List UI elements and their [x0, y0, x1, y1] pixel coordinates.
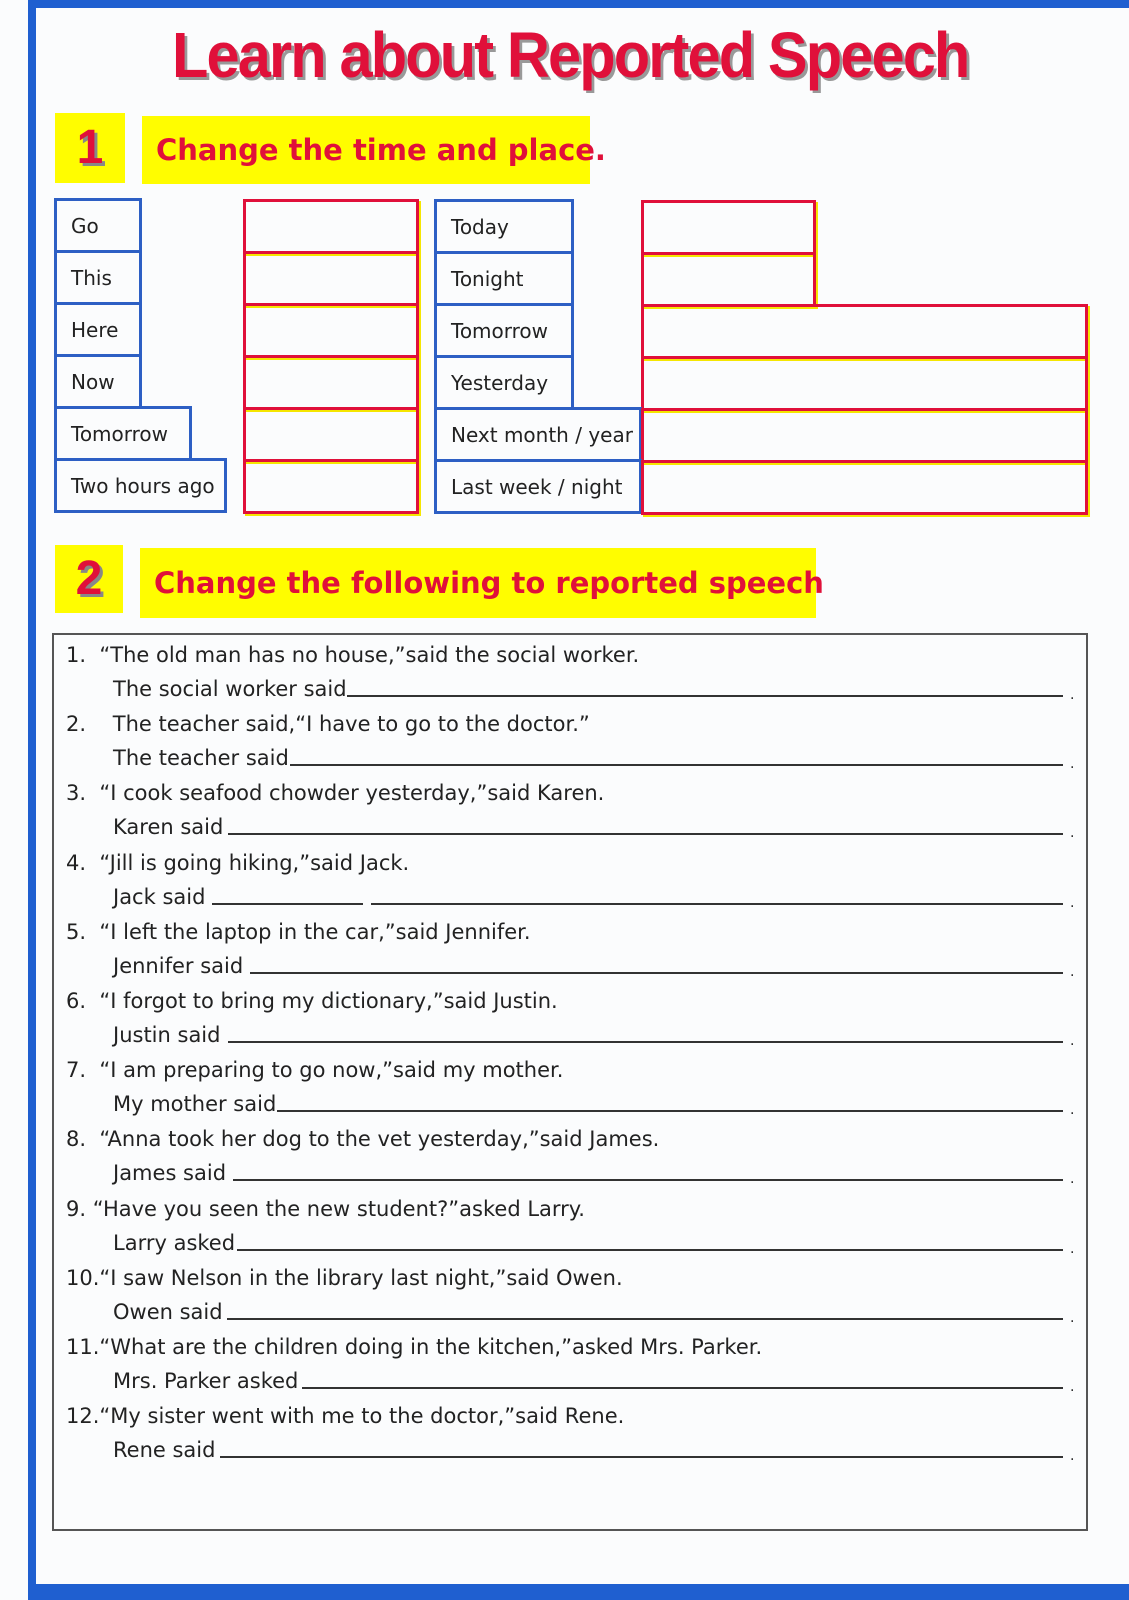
page-border-top [28, 0, 1129, 8]
answer-line[interactable] [277, 1110, 1063, 1112]
answer-row [113, 1023, 1083, 1047]
question-prompt: 8. “Anna took her dog to the vet yesterday,”said James. [66, 1127, 660, 1152]
section-2-heading: Change the following to reported speech [140, 548, 816, 618]
period-mark: . [1070, 1102, 1075, 1119]
answer-cell[interactable] [641, 408, 1088, 463]
answer-line[interactable] [212, 903, 363, 905]
question-prompt: 6. “I forgot to bring my dictionary,”said Justin. [66, 989, 558, 1013]
answer-line[interactable] [290, 764, 1063, 766]
period-mark: . [1070, 894, 1075, 911]
word-cell: Next month / year [434, 407, 642, 462]
answer-row [113, 954, 1083, 978]
period-mark: . [1070, 963, 1075, 980]
answer-line[interactable] [237, 1249, 1063, 1251]
answer-row [113, 885, 1083, 909]
answer-line[interactable] [220, 1456, 1063, 1458]
answer-start: Justin said [113, 1023, 221, 1047]
period-mark: . [1070, 1448, 1075, 1465]
page-border-left [28, 0, 36, 1600]
answer-cell[interactable] [243, 303, 419, 358]
answer-start: Jack said [113, 884, 206, 909]
answer-cell[interactable] [641, 460, 1088, 515]
period-mark: . [1070, 1171, 1075, 1188]
answer-start: Karen said [113, 815, 224, 840]
question-prompt: 10.“I saw Nelson in the library last night,”said Owen. [66, 1265, 623, 1290]
answer-row [113, 1300, 1083, 1324]
answer-cell[interactable] [641, 252, 816, 307]
answer-cell[interactable] [641, 304, 1088, 359]
answer-line[interactable] [233, 1179, 1063, 1181]
question-prompt: 4. “Jill is going hiking,”said Jack. [66, 850, 410, 875]
answer-row [113, 1161, 1083, 1188]
answer-cell[interactable] [641, 356, 1088, 411]
question-prompt: 9. “Have you seen the new student?”asked Larry. [66, 1196, 585, 1221]
period-mark: . [1070, 825, 1075, 842]
answer-cell[interactable] [243, 407, 419, 462]
answer-cell[interactable] [243, 251, 419, 306]
answer-start: Mrs. Parker asked [113, 1369, 299, 1393]
page-title: Learn about Reported Speech [172, 19, 969, 91]
question-prompt: 2. The teacher said,“I have to go to the doctor.” [66, 712, 590, 737]
word-cell: Last week / night [434, 459, 642, 514]
answer-line[interactable] [227, 1318, 1063, 1320]
period-mark: . [1070, 1033, 1075, 1049]
question-prompt: 3. “I cook seafood chowder yesterday,”said Karen. [66, 781, 605, 806]
period-mark: . [1070, 1309, 1075, 1326]
answer-start: The social worker said [113, 677, 347, 701]
answer-row [113, 815, 1083, 842]
word-cell: Two hours ago [54, 458, 227, 513]
answer-row [113, 1231, 1083, 1255]
word-cell: Now [54, 354, 142, 409]
question-prompt: 12.“My sister went with me to the doctor,”said Rene. [66, 1404, 625, 1429]
answer-start: Jennifer said [113, 953, 244, 978]
answer-line[interactable] [371, 903, 1063, 905]
page-border-bottom [28, 1584, 1129, 1600]
answer-start: The teacher said [113, 746, 289, 771]
word-cell: Go [54, 198, 142, 253]
answer-line[interactable] [250, 972, 1063, 974]
section-1-number: 1 [55, 113, 125, 183]
word-cell: This [54, 250, 142, 305]
answer-start: James said [113, 1161, 227, 1186]
section-1-heading: Change the time and place. [142, 116, 590, 184]
answer-line[interactable] [228, 1041, 1063, 1043]
answer-start: Rene said [113, 1438, 216, 1463]
answer-row [113, 746, 1083, 773]
question-prompt: 7. “I am preparing to go now,”said my mother. [66, 1058, 564, 1083]
question-prompt: 5. “I left the laptop in the car,”said Jennifer. [66, 919, 531, 944]
question-prompt: 1. “The old man has no house,”said the social worker. [66, 643, 640, 667]
period-mark: . [1070, 687, 1075, 703]
answer-line[interactable] [302, 1387, 1063, 1389]
question-prompt: 11.“What are the children doing in the kitchen,”asked Mrs. Parker. [66, 1335, 763, 1359]
period-mark: . [1070, 756, 1075, 773]
answer-line[interactable] [347, 695, 1063, 697]
answer-row [113, 1369, 1083, 1393]
word-cell: Here [54, 302, 142, 357]
answer-row [113, 677, 1083, 701]
answer-row [113, 1092, 1083, 1119]
word-cell: Today [434, 199, 574, 254]
answer-cell[interactable] [243, 459, 419, 514]
answer-line[interactable] [228, 833, 1063, 835]
period-mark: . [1070, 1379, 1075, 1395]
answer-cell[interactable] [243, 199, 419, 254]
period-mark: . [1070, 1240, 1075, 1257]
answer-cell[interactable] [641, 200, 816, 255]
answer-start: My mother said [113, 1092, 277, 1117]
word-cell: Yesterday [434, 355, 574, 410]
word-cell: Tomorrow [54, 406, 192, 461]
section-2-number: 2 [55, 545, 123, 613]
answer-row [113, 1438, 1083, 1465]
answer-start: Larry asked [113, 1230, 236, 1255]
answer-start: Owen said [113, 1299, 223, 1324]
word-cell: Tomorrow [434, 303, 574, 358]
word-cell: Tonight [434, 251, 574, 306]
answer-cell[interactable] [243, 355, 419, 410]
